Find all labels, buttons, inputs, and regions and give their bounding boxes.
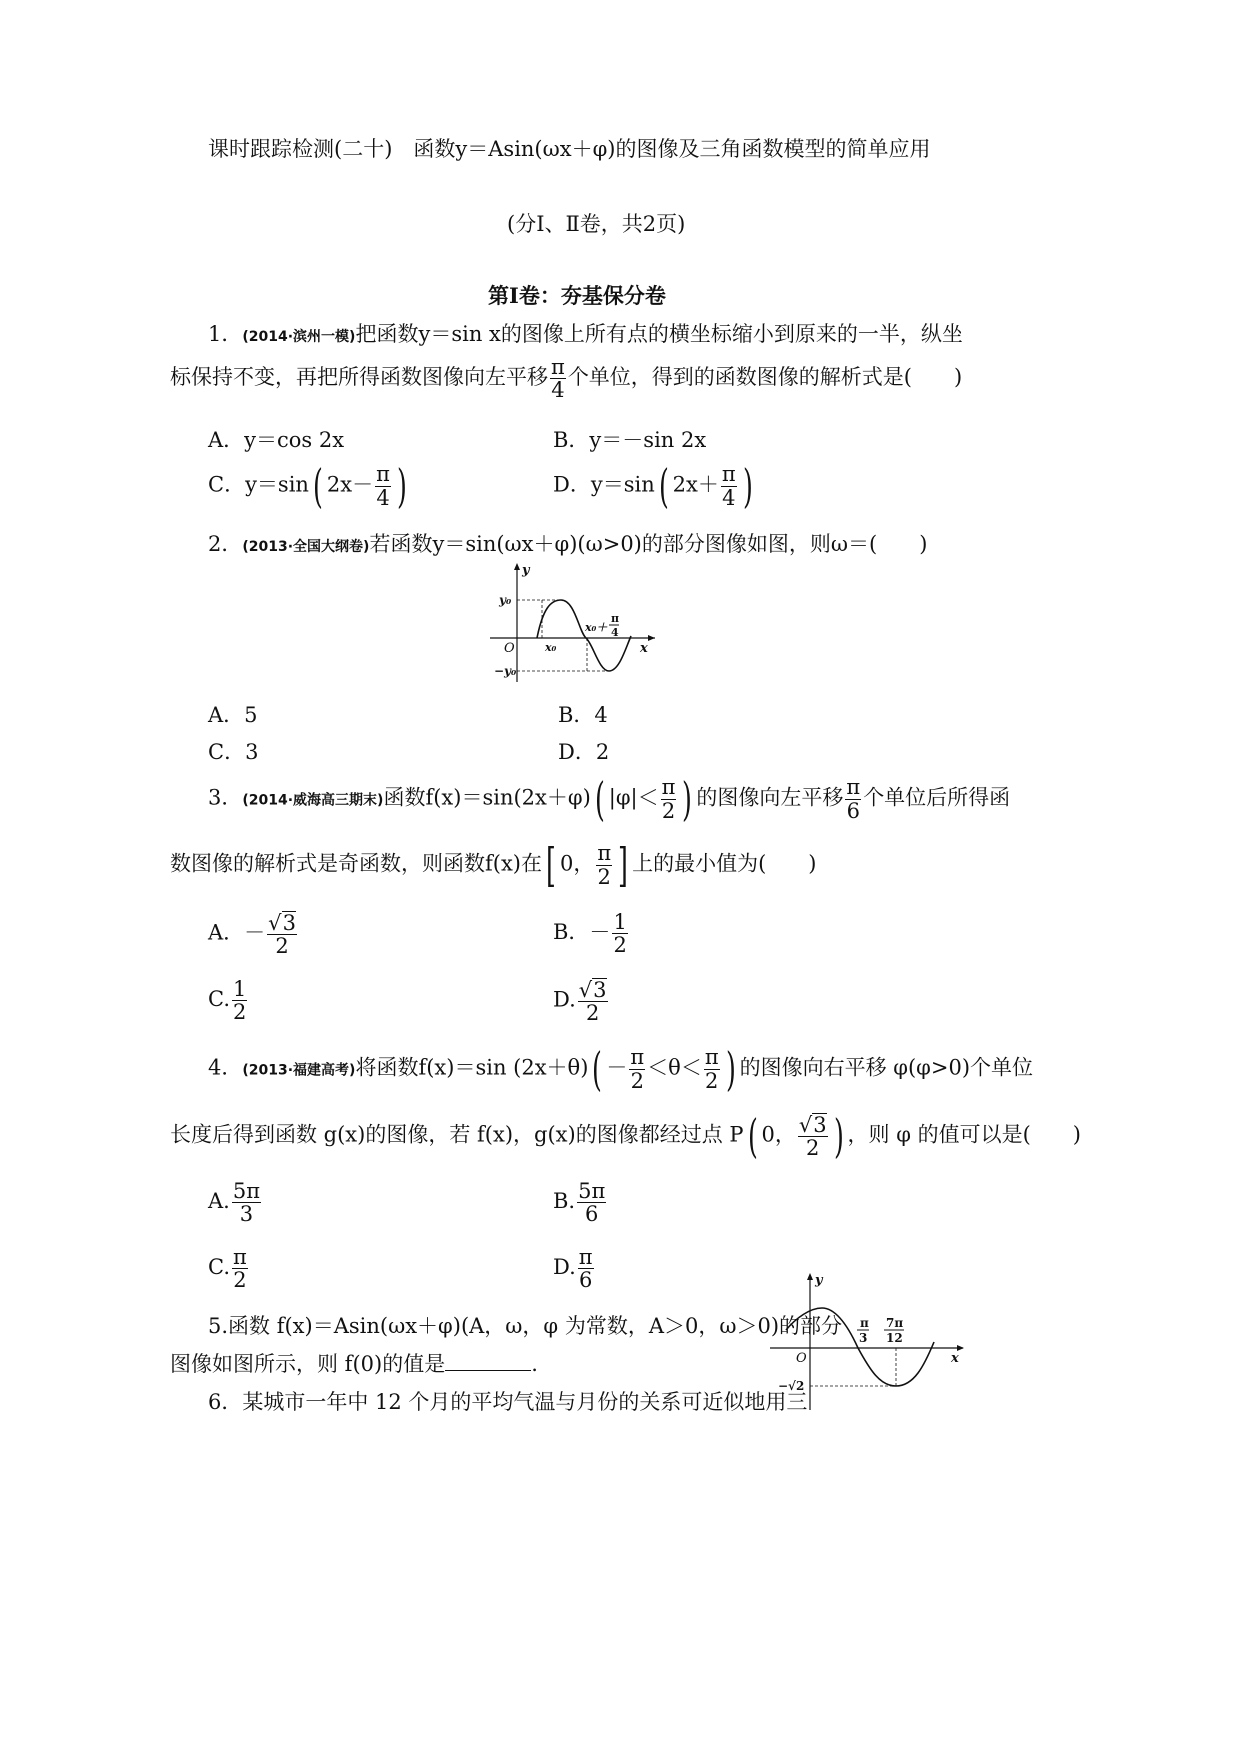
q4-option-a-label: A. (208, 1189, 230, 1214)
q2-y-arrow (514, 563, 520, 570)
paren-open: ( (312, 459, 323, 513)
q1-option-c (208, 459, 411, 513)
q6-line-1: 6．某城市一年中 12 个月的平均气温与月份的关系可近似地用三 (208, 1390, 808, 1414)
q5-y-arrow (807, 1273, 813, 1280)
sqrt-sign: √ (578, 978, 593, 1002)
q2-number: 2． (208, 532, 243, 556)
q2-origin: O (504, 641, 515, 656)
q1-option-c-fraction (375, 463, 391, 508)
q3-option-b-label: B．－ (553, 920, 611, 945)
q4-option-d (553, 1246, 596, 1291)
q1-option-d-inner: 2x＋ (672, 472, 719, 497)
q1-text-b-post: 个单位，得到的函数图像的解析式是( ) (567, 365, 963, 390)
frac-num: π (846, 775, 861, 800)
q2-option-b: B．4 (558, 703, 608, 727)
bracket-close: ] (618, 838, 629, 892)
paren-open: ( (658, 459, 669, 513)
frac-num: π (376, 462, 390, 487)
q5-pi-label: π (860, 1316, 869, 1330)
frac-den: 2 (630, 1068, 644, 1093)
q4-point-zero: 0， (761, 1122, 796, 1147)
paren-close: ) (682, 772, 693, 826)
page-subtitle: (分Ⅰ、Ⅱ卷，共2页) (507, 212, 686, 236)
q3-shift-fraction (845, 776, 861, 821)
q4-text-b: 的图像向右平移 φ(φ>0)个单位 (739, 1055, 1034, 1080)
sqrt-radicand: 3 (593, 978, 607, 1002)
q2-y0-label: y₀ (499, 593, 512, 607)
q5-7pi-label: 7π (886, 1316, 904, 1330)
frac-den: 6 (846, 798, 860, 823)
frac-num (798, 1113, 828, 1137)
sqrt-radicand: 3 (813, 1113, 827, 1137)
q1-number: 1． (208, 322, 243, 346)
q4-cond-fraction-left (629, 1046, 645, 1091)
q5-three-label: 3 (859, 1331, 868, 1345)
frac-den: 4 (376, 485, 390, 510)
bracket-open: [ (546, 838, 556, 892)
q2-option-d: D．2 (558, 740, 610, 764)
q1-option-a: A．y＝cos 2x (208, 428, 345, 452)
q3-option-b (553, 911, 630, 956)
section-heading: 第Ⅰ卷：夯基保分卷 (488, 283, 666, 308)
frac-den: 2 (233, 1000, 247, 1025)
sqrt-sign: √ (268, 911, 282, 935)
q3-interval-zero: 0， (559, 851, 595, 876)
frac-num: π (721, 462, 736, 487)
paren-open: ( (594, 772, 605, 826)
q1-option-b: B．y＝－sin 2x (553, 428, 707, 452)
paren-close: ) (396, 459, 407, 513)
paren-close: ) (742, 459, 753, 513)
frac-den: 2 (275, 934, 289, 959)
q3-option-a-label: A．－ (208, 920, 266, 945)
sqrt-radicand: 3 (282, 911, 296, 935)
q5-x-label: x (951, 1351, 959, 1366)
q3-line-2 (170, 838, 817, 892)
q3-text-d: 数图像的解析式是奇函数，则函数f(x)在 (170, 851, 542, 876)
frac-den: 6 (578, 1268, 593, 1293)
q5-origin: O (796, 1351, 807, 1366)
frac-den: 4 (722, 485, 736, 510)
q1-text-a: 把函数y＝sin x的图像上所有点的横坐标缩小到原来的一半，纵坐 (355, 322, 963, 346)
q4-option-d-label: D. (553, 1255, 576, 1280)
q4-option-d-fraction (578, 1246, 594, 1291)
q2-source: (2013·全国大纲卷) (242, 539, 370, 555)
q1-source: (2014·滨州一模) (242, 329, 356, 345)
q4-point-fraction (798, 1113, 828, 1159)
frac-den: 2 (705, 1068, 719, 1093)
frac-num: π (704, 1045, 719, 1070)
frac-num: π (578, 1245, 593, 1269)
frac-den: 2 (597, 864, 611, 889)
frac-num: π (630, 1045, 645, 1070)
q1-shift-fraction (550, 356, 566, 401)
q3-option-c-label: C. (208, 987, 230, 1012)
q5-answer-blank[interactable] (445, 1352, 531, 1371)
q1-option-d-pre: D．y＝sin (553, 472, 655, 497)
q5-y-label: y (815, 1273, 823, 1288)
q2-pi-label: π (611, 612, 620, 625)
q4-source: (2013·福建高考) (242, 1062, 356, 1079)
q3-text-e: 上的最小值为( ) (632, 851, 817, 876)
q3-option-a-fraction (267, 911, 297, 957)
q4-number: 4． (208, 1055, 243, 1080)
q2-x0-pi4-label: x₀＋ (585, 621, 608, 634)
q2-text: 若函数y＝sin(ωx＋φ)(ω>0)的部分图像如图，则ω＝( ) (369, 532, 928, 556)
q1-shift-den: 4 (551, 378, 565, 403)
q2-x0-label: x₀ (545, 641, 557, 654)
q2-four-label: 4 (611, 626, 619, 639)
page-title: 课时跟踪检测(二十) 函数y＝Asin(ωx＋φ)的图像及三角函数模型的简单应用 (208, 137, 931, 161)
q1-option-c-inner: 2x－ (326, 472, 374, 497)
q3-option-b-fraction (612, 911, 627, 956)
paren-close: ) (725, 1042, 736, 1096)
frac-den: 2 (806, 1136, 820, 1161)
q4-option-c-fraction (232, 1246, 248, 1291)
q3-text-a: 函数f(x)＝sin(2x＋φ) (383, 785, 591, 810)
frac-den: 2 (613, 933, 627, 958)
q3-text-b: 的图像向左平移 (696, 785, 844, 810)
frac-num: π (661, 775, 676, 800)
q4-cond-fraction-right (704, 1046, 720, 1091)
q3-option-c (208, 978, 249, 1023)
frac-den: 2 (233, 1268, 247, 1293)
paren-close: ) (833, 1109, 844, 1164)
q4-option-b-label: B. (553, 1189, 576, 1214)
q2-y-label: y (522, 563, 530, 578)
q1-option-d-fraction (721, 463, 737, 508)
q3-line-1 (208, 772, 1011, 826)
sqrt-sign: √ (798, 1113, 813, 1137)
q3-text-c: 个单位后所得函 (863, 785, 1011, 810)
q4-minus: － (606, 1055, 628, 1080)
q2-stem (208, 528, 927, 558)
q4-cond-mid: ＜θ＜ (647, 1055, 702, 1080)
frac-num (267, 911, 297, 935)
q4-text-a: 将函数f(x)＝sin (2x＋θ) (355, 1055, 589, 1080)
q5-text-b: 图像如图所示，则 f(0)的值是 (170, 1352, 446, 1376)
q4-text-d: ，则 φ 的值可以是( ) (847, 1122, 1081, 1147)
frac-num: 5π (232, 1179, 261, 1203)
q5-neg-sqrt2-label: −√2 (778, 1379, 805, 1393)
q2-option-c: C．3 (208, 740, 259, 764)
q3-cond-fraction (661, 776, 677, 821)
q1-option-d (553, 459, 757, 513)
q4-option-c (208, 1246, 250, 1291)
frac-den: 6 (585, 1202, 599, 1227)
frac-num: 1 (613, 910, 627, 934)
q2-x-label: x (640, 641, 648, 656)
q3-option-d (553, 978, 610, 1024)
q4-text-c: 长度后得到函数 g(x)的图像，若 f(x)，g(x)的图像都经过点 P (170, 1122, 744, 1147)
q1-shift-num: π (551, 355, 565, 379)
paren-open: ( (747, 1109, 758, 1164)
q2-x-arrow (648, 635, 655, 641)
q5-line-1: 5.函数 f(x)＝Asin(ωx＋φ)(A，ω，φ 为常数，A＞0，ω＞0)的部分 (208, 1314, 843, 1338)
q4-option-a-fraction (232, 1180, 261, 1225)
q1-line-2 (170, 356, 962, 401)
q3-option-d-fraction (578, 978, 608, 1024)
q2-neg-y0-label: −y₀ (494, 664, 517, 678)
frac-den: 2 (585, 1001, 600, 1026)
frac-num: 5π (578, 1179, 606, 1203)
q4-option-c-label: C. (208, 1255, 230, 1280)
frac-den: 2 (661, 798, 676, 823)
frac-num: π (597, 841, 612, 866)
frac-num (578, 978, 608, 1002)
q5-text-c: . (531, 1352, 538, 1376)
q1-line-1 (208, 318, 963, 348)
q4-line-1 (208, 1042, 1034, 1096)
q3-option-c-fraction (232, 978, 247, 1023)
q3-interval-fraction (596, 842, 612, 887)
q1-option-c-pre: C．y＝sin (208, 472, 309, 497)
frac-den: 3 (239, 1202, 254, 1227)
q3-option-a (208, 911, 299, 957)
q4-option-a (208, 1180, 263, 1225)
q3-number: 3． (208, 785, 243, 810)
q5-line-2 (170, 1348, 538, 1378)
paren-open: ( (592, 1042, 603, 1096)
q2-sine-graph (485, 560, 665, 685)
q1-text-b-pre: 标保持不变，再把所得函数图像向左平移 (170, 365, 548, 390)
q5-twelve-label: 12 (886, 1331, 903, 1345)
q4-option-b (553, 1180, 608, 1225)
frac-num: π (233, 1245, 247, 1269)
q3-cond: |φ|＜ (608, 785, 659, 810)
q2-option-a: A．5 (208, 703, 258, 727)
q4-option-b-fraction (577, 1180, 606, 1225)
q4-line-2 (170, 1109, 1081, 1164)
q3-option-d-label: D. (553, 987, 576, 1012)
q3-source: (2014·威海高三期末) (242, 792, 384, 809)
frac-num: 1 (233, 977, 247, 1001)
